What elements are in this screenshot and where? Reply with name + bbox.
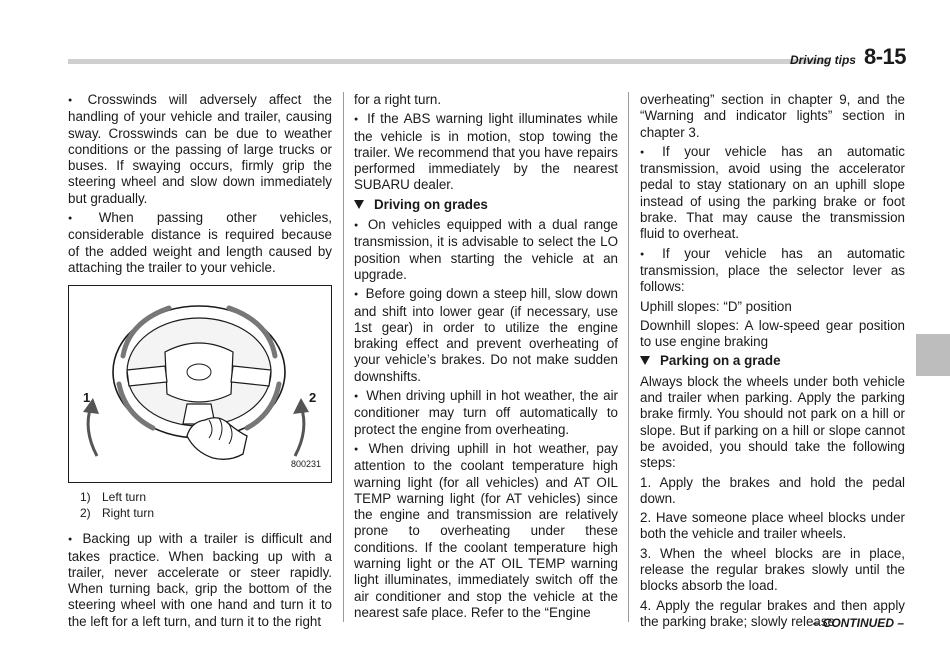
- figure-code: 800231: [290, 458, 321, 469]
- step-2: 2. Have someone place wheel blocks under both the vehicle and trailer wheels.: [640, 510, 905, 542]
- header-rule: [68, 59, 828, 64]
- triangle-marker-icon: [640, 356, 650, 365]
- bullet-steep-hill: ● Before going down a steep hill, slow down and shift into lower gear (if necessary, use 1st gear) in order to utilize the engine braking effect and prevent overheating of your vehicle’s brakes. Do not make sudden downshifts.: [354, 286, 618, 385]
- bullet-passing: ● When passing other vehicles, considerable distance is required because of the added weight and length caused by attaching the trailer to your vehicle.: [68, 210, 332, 276]
- continued-text: for a right turn.: [354, 92, 442, 107]
- heading-text: Parking on a grade: [660, 353, 781, 369]
- figure-label-2: 2: [309, 390, 317, 406]
- caption-text: Left turn: [102, 490, 147, 505]
- steering-wheel-illustration: [69, 286, 331, 482]
- figure-captions: [80, 489, 332, 521]
- figure-label-1: 1: [83, 390, 91, 406]
- bullet-air-conditioner: ● When driving uphill in hot weather, the air conditioner may turn off automatically to protect the engine from overheating.: [354, 388, 618, 438]
- bullet-backing-up: ● Backing up with a trailer is difficult and takes practice. When backing up with a trailer, never accelerate or steer rapidly. When turning back, grip the bottom of the steering wheel with one hand and turn it to the left for a left turn, and turn it to the right: [68, 531, 332, 630]
- continued-text: overheating” section in chapter 9, and the “Warning and indicator lights” section in chapter 3.: [640, 92, 905, 140]
- column-divider: [343, 92, 344, 622]
- column-2: [354, 92, 618, 624]
- caption-number: 1): [80, 490, 91, 505]
- column-1: [68, 92, 332, 633]
- continued-footer: – CONTINUED –: [812, 616, 904, 630]
- bullet-coolant-warning: ● When driving uphill in hot weather, pay attention to the coolant temperature high warning light (for all vehicles) and AT OIL TEMP warning light (for AT vehicles) since the engine and transmission are relatively prone to overheating under these conditions. If the coolant temperature high warning light or the AT OIL TEMP warning light illuminates, immediately switch off the air conditioner and stop the vehicle at the nearest safe place. Refer to the “Engine: [354, 441, 618, 621]
- bullet-selector-lever: ● If your vehicle has an automatic transmission, place the selector lever as follows:: [640, 246, 905, 296]
- steering-wheel-figure: [68, 285, 332, 483]
- downhill-slopes: Downhill slopes: A low-speed gear position to use engine braking: [640, 317, 905, 350]
- heading-text: Driving on grades: [374, 196, 488, 212]
- bullet-abs-warning: ● If the ABS warning light illuminates while the vehicle is in motion, stop towing the trailer. We recommend that you have repairs performed immediately by the nearest SUBARU dealer.: [354, 111, 618, 193]
- page-header: [720, 44, 906, 70]
- chapter-thumb-tab: [916, 334, 950, 376]
- bullet-accelerator: ● If your vehicle has an automatic transmission, avoid using the accelerator pedal to stay stationary on an uphill slope instead of using the parking brake or foot brake. That may cause the transmission fluid to overheat.: [640, 144, 905, 243]
- parking-paragraph: Always block the wheels under both vehicle and trailer when parking. Apply the parking brake firmly. You should not park on a hill or slope. But if parking on a hill or slope cannot be avoided, you should take the following steps:: [640, 373, 905, 471]
- step-1: 1. Apply the brakes and hold the pedal down.: [640, 474, 905, 506]
- caption-number: 2): [80, 506, 91, 521]
- caption-text: Right turn: [102, 506, 155, 521]
- column-3: [640, 92, 905, 633]
- column-divider: [628, 92, 629, 622]
- triangle-marker-icon: [354, 200, 364, 209]
- section-heading-driving-on-grades: [354, 197, 618, 213]
- uphill-slopes: Uphill slopes: “D” position: [640, 298, 792, 314]
- bullet-crosswinds: ● Crosswinds will adversely affect the handling of your vehicle and trailer, causing sway. Crosswinds can be due to weather conditions or the passing of large trucks or buses. If swaying occurs, firmly grip the steering wheel and slow down immediately but gradually.: [68, 92, 332, 207]
- section-title: Driving tips: [789, 53, 856, 67]
- caption-item: [80, 505, 332, 521]
- step-3: 3. When the wheel blocks are in place, release the regular brakes slowly until the blocks absorb the load.: [640, 545, 905, 594]
- page-number: 8-15: [863, 44, 906, 69]
- section-heading-parking-on-grade: [640, 353, 905, 369]
- bullet-dual-range: ● On vehicles equipped with a dual range transmission, it is advisable to select the LO position when starting the vehicle at an upgrade.: [354, 217, 618, 283]
- caption-item: [80, 489, 332, 505]
- step-4: 4. Apply the regular brakes and then apply the parking brake; slowly release: [640, 597, 905, 629]
